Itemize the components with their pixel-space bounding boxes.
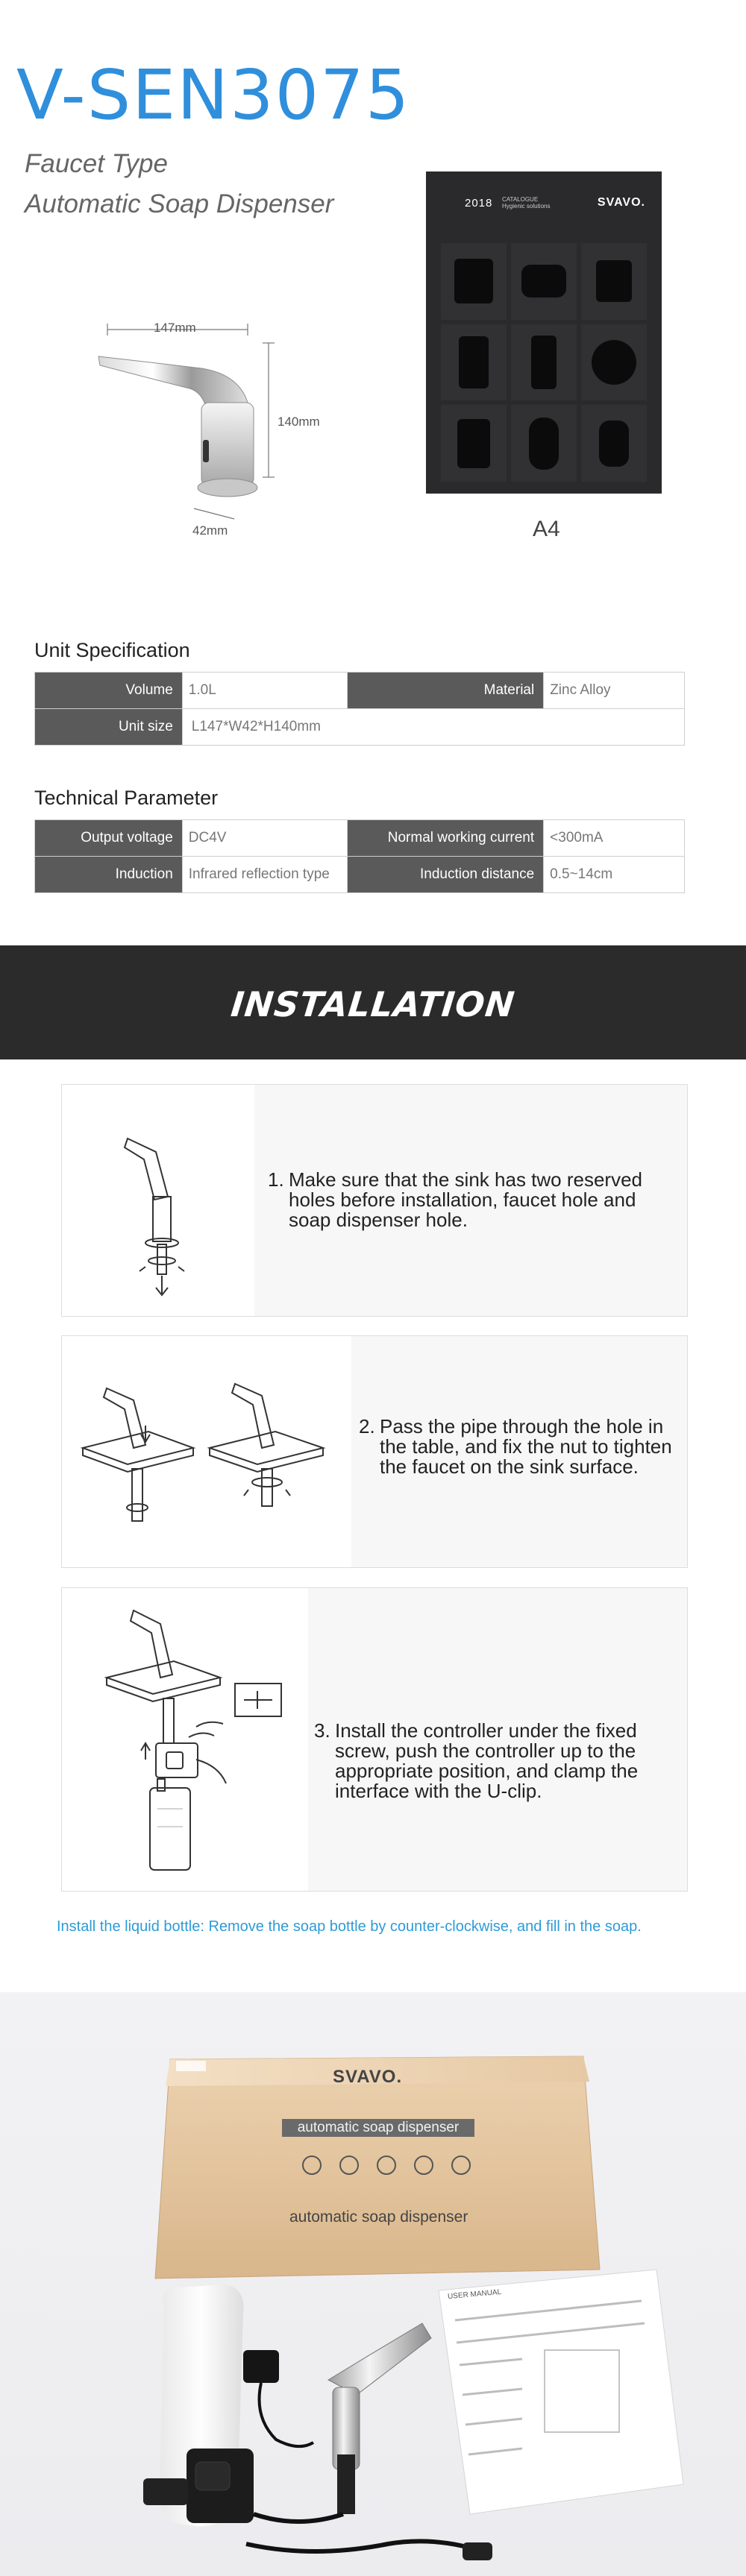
spec-key: Unit size bbox=[35, 709, 183, 746]
spec-key: Induction bbox=[35, 857, 183, 893]
spec-value: <300mA bbox=[544, 820, 685, 857]
catalogue-year: 2018 bbox=[465, 197, 493, 210]
tech-param-title: Technical Parameter bbox=[34, 787, 219, 809]
table-row bbox=[35, 709, 685, 746]
step-description: Make sure that the sink has two reserved holes before installation, faucet hole and soap dispenser hole. bbox=[289, 1168, 643, 1231]
step-2-illustration bbox=[62, 1336, 351, 1567]
spec-value: 1.0L bbox=[182, 673, 347, 709]
liquid-bottle-note: Install the liquid bottle: Remove the soap bottle by counter-clockwise, and fill in the soap. bbox=[57, 1918, 642, 1935]
spec-value: Infrared reflection type bbox=[182, 857, 347, 893]
catalogue-label bbox=[502, 196, 550, 210]
catalogue-product-tile bbox=[441, 405, 507, 482]
pipe-through-table-diagram-icon bbox=[62, 1336, 351, 1569]
step-description: Install the controller under the fixed screw, push the controller up to the appropriate position, and clamp the interface with the U-clip. bbox=[335, 1719, 639, 1802]
catalogue-label-line2: Hygienic solutions bbox=[502, 203, 551, 210]
catalogue-product-tile bbox=[581, 405, 647, 482]
step-description: Pass the pipe through the hole in the table, and fix the nut to tighten the faucet on the sink surface. bbox=[380, 1415, 672, 1478]
spec-key: Normal working current bbox=[347, 820, 544, 857]
package-contents-photo bbox=[0, 1992, 746, 2576]
catalogue-product-tile bbox=[511, 324, 577, 401]
dim-width-label: 147mm bbox=[154, 321, 196, 335]
install-step-1 bbox=[61, 1084, 688, 1317]
spec-value: DC4V bbox=[182, 820, 347, 857]
catalogue-product-grid bbox=[441, 243, 647, 482]
step-3-text bbox=[314, 1721, 680, 1801]
catalogue-logo: SVAVO. bbox=[597, 196, 645, 209]
spec-key: Material bbox=[347, 673, 544, 709]
spec-value: Zinc Alloy bbox=[544, 673, 685, 709]
install-step-2 bbox=[61, 1335, 688, 1568]
catalogue-product-tile bbox=[581, 243, 647, 320]
spec-key: Volume bbox=[35, 673, 183, 709]
box-band-title: automatic soap dispenser bbox=[297, 2120, 460, 2135]
subtitle-type: Faucet Type bbox=[25, 149, 168, 178]
tech-param-table bbox=[34, 819, 685, 893]
box-bottom-text: automatic soap dispenser bbox=[289, 2208, 468, 2226]
table-row bbox=[35, 857, 685, 893]
step-1-text bbox=[268, 1170, 671, 1230]
faucet-illustration bbox=[82, 313, 380, 552]
spec-key: Induction distance bbox=[347, 857, 544, 893]
installation-banner bbox=[0, 945, 746, 1059]
unit-spec-table bbox=[34, 672, 685, 746]
catalogue-product-tile bbox=[511, 243, 577, 320]
spec-value: L147*W42*H140mm bbox=[182, 709, 684, 746]
table-row bbox=[35, 820, 685, 857]
install-step-3 bbox=[61, 1587, 688, 1892]
step-1-illustration bbox=[62, 1085, 254, 1316]
spec-value: 0.5~14cm bbox=[544, 857, 685, 893]
catalogue-product-tile bbox=[511, 405, 577, 482]
spec-key: Output voltage bbox=[35, 820, 183, 857]
subtitle-product: Automatic Soap Dispenser bbox=[25, 189, 334, 218]
table-row bbox=[35, 673, 685, 709]
catalogue-product-tile bbox=[441, 324, 507, 401]
dim-height-label: 140mm bbox=[278, 415, 320, 429]
catalogue-cover bbox=[426, 171, 662, 494]
catalogue-product-tile bbox=[581, 324, 647, 401]
faucet-hole-diagram-icon bbox=[62, 1085, 254, 1317]
controller-install-diagram-icon bbox=[62, 1588, 308, 1892]
step-3-illustration bbox=[62, 1588, 308, 1891]
step-number: 1. bbox=[268, 1168, 284, 1191]
step-number: 2. bbox=[359, 1415, 375, 1437]
manual-title: USER MANUAL bbox=[447, 2287, 502, 2302]
box-logo: SVAVO. bbox=[333, 2067, 403, 2087]
installation-heading: INSTALLATION bbox=[229, 984, 517, 1024]
step-number: 3. bbox=[314, 1719, 330, 1742]
dim-depth-label: 42mm bbox=[192, 523, 228, 538]
unit-spec-title: Unit Specification bbox=[34, 639, 190, 661]
catalogue-caption: A4 bbox=[533, 517, 560, 541]
model-title: V-SEN3075 bbox=[16, 55, 411, 135]
step-2-text bbox=[359, 1417, 681, 1477]
catalogue-product-tile bbox=[441, 243, 507, 320]
catalogue-label-line1: CATALOGUE bbox=[502, 196, 539, 203]
product-dimension-drawing bbox=[82, 313, 380, 552]
